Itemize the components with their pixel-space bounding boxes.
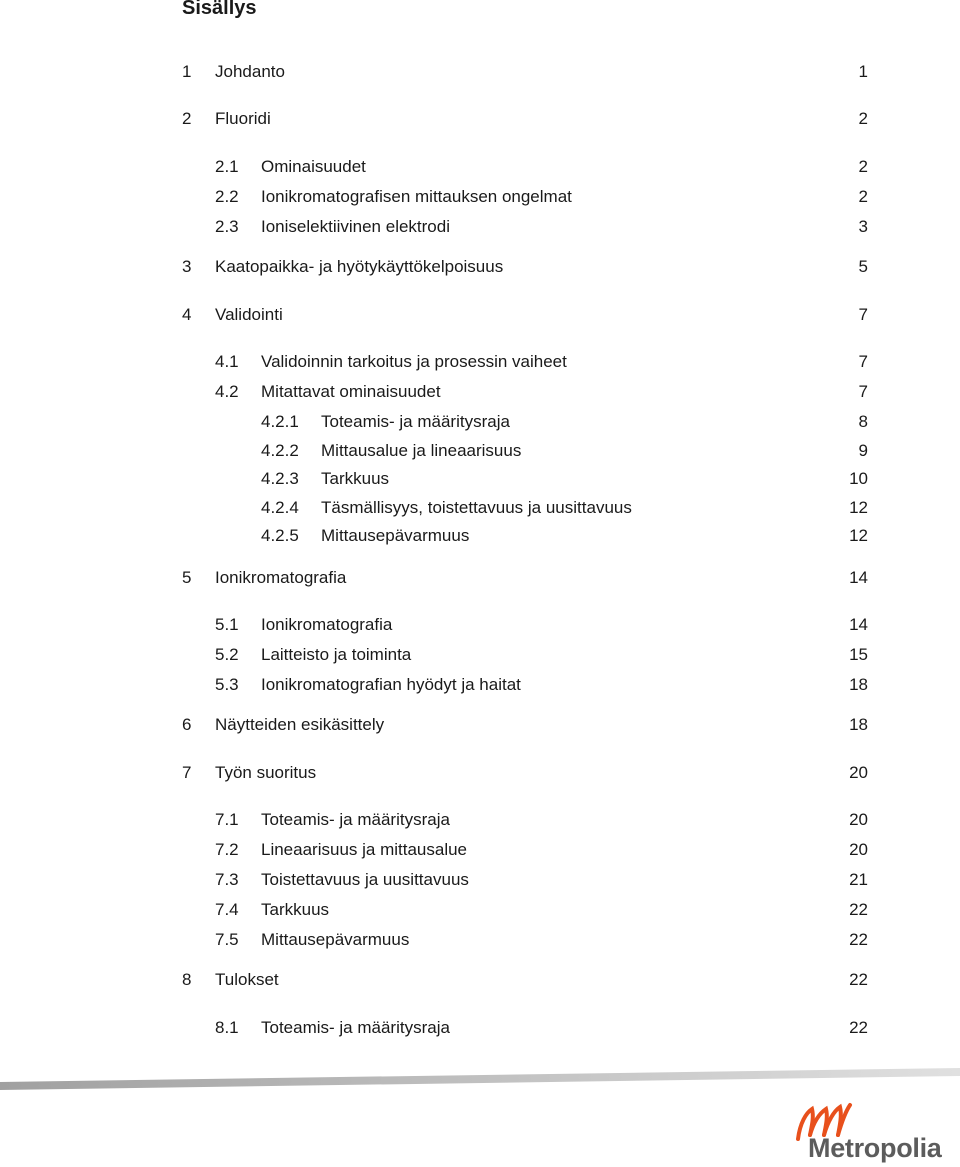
toc-entry-title: Kaatopaikka- ja hyötykäyttökelpoisuus (215, 257, 504, 276)
toc-entry-title: Ominaisuudet (261, 157, 366, 176)
toc-entry-page: 18 (849, 715, 868, 734)
toc-entry[interactable] (0, 712, 960, 738)
toc-entry-number: 8 (182, 970, 192, 989)
toc-entry[interactable] (0, 807, 960, 833)
toc-entry[interactable] (0, 867, 960, 893)
toc-entry-number: 7.3 (215, 870, 239, 889)
toc-entry[interactable] (0, 1015, 960, 1041)
toc-entry[interactable] (0, 672, 960, 698)
toc-entry[interactable] (0, 466, 960, 492)
toc-entry-title: Toteamis- ja määritysraja (261, 810, 450, 829)
toc-entry-number: 2.1 (215, 157, 239, 176)
toc-entry-page: 20 (849, 763, 868, 782)
toc-entry[interactable] (0, 302, 960, 328)
toc-entry-page: 20 (849, 840, 868, 859)
toc-entry-title: Mittausepävarmuus (321, 526, 470, 545)
toc-entry-number: 4.2.1 (261, 412, 299, 431)
toc-entry-page: 7 (858, 305, 868, 324)
page-title: Sisällys (182, 0, 257, 19)
toc-entry-page: 1 (858, 62, 868, 81)
toc-entry-title: Validoinnin tarkoitus ja prosessin vaiheet (261, 352, 567, 371)
toc-entry-title: Mitattavat ominaisuudet (261, 382, 441, 401)
toc-entry[interactable] (0, 565, 960, 591)
toc-entry-number: 6 (182, 715, 192, 734)
toc-entry-title: Ionikromatografian hyödyt ja haitat (261, 675, 521, 694)
toc-entry[interactable] (0, 154, 960, 180)
toc-entry-title: Näytteiden esikäsittely (215, 715, 385, 734)
toc-entry-number: 5.3 (215, 675, 239, 694)
toc-entry-title: Mittausalue ja lineaarisuus (321, 441, 522, 460)
toc-entry[interactable] (0, 379, 960, 405)
toc-entry-number: 5.2 (215, 645, 239, 664)
toc-entry-title: Toistettavuus ja uusittavuus (261, 870, 469, 889)
toc-entry-title: Tulokset (215, 970, 279, 989)
toc-entry-number: 4 (182, 305, 192, 324)
toc-entry-page: 15 (849, 645, 868, 664)
toc-entry-title: Johdanto (215, 62, 285, 81)
toc-entry-page: 5 (858, 257, 868, 276)
toc-entry-page: 2 (858, 187, 868, 206)
toc-entry-number: 4.2.5 (261, 526, 299, 545)
toc-entry-page: 22 (849, 900, 868, 919)
toc-entry[interactable] (0, 837, 960, 863)
toc-entry-page: 9 (858, 441, 868, 460)
toc-entry-number: 2.3 (215, 217, 239, 236)
toc-entry-page: 22 (849, 1018, 868, 1037)
toc-entry-number: 4.2.2 (261, 441, 299, 460)
toc-entry-number: 7 (182, 763, 192, 782)
toc-entry[interactable] (0, 409, 960, 435)
toc-entry[interactable] (0, 897, 960, 923)
toc-entry-page: 20 (849, 810, 868, 829)
footer-band (0, 1068, 960, 1090)
toc-entry-page: 8 (858, 412, 868, 431)
toc-entry-number: 4.2 (215, 382, 239, 401)
toc-entry-title: Ioniselektiivinen elektrodi (261, 217, 450, 236)
toc-entry-number: 7.4 (215, 900, 239, 919)
toc-entry-number: 8.1 (215, 1018, 239, 1037)
toc-entry[interactable] (0, 214, 960, 240)
toc-entry-title: Toteamis- ja määritysraja (321, 412, 510, 431)
toc-entry-number: 5 (182, 568, 192, 587)
toc-entry-page: 21 (849, 870, 868, 889)
toc-entry-number: 2 (182, 109, 192, 128)
toc-entry-title: Fluoridi (215, 109, 271, 128)
toc-entry-page: 12 (849, 498, 868, 517)
toc-entry-number: 7.1 (215, 810, 239, 829)
toc-entry-title: Ionikromatografia (261, 615, 393, 634)
toc-entry-page: 14 (849, 568, 868, 587)
toc-entry-number: 1 (182, 62, 192, 81)
toc-entry-page: 22 (849, 930, 868, 949)
toc-entry-title: Mittausepävarmuus (261, 930, 410, 949)
toc-entry-title: Toteamis- ja määritysraja (261, 1018, 450, 1037)
toc-entry[interactable] (0, 254, 960, 280)
toc-entry[interactable] (0, 349, 960, 375)
toc-entry[interactable] (0, 642, 960, 668)
toc-entry[interactable] (0, 106, 960, 132)
toc-entry-page: 22 (849, 970, 868, 989)
toc-entry[interactable] (0, 612, 960, 638)
toc-entry-page: 2 (858, 109, 868, 128)
toc-entry[interactable] (0, 495, 960, 521)
toc-entry-page: 12 (849, 526, 868, 545)
toc-entry-number: 2.2 (215, 187, 239, 206)
toc-entry-title: Ionikromatografisen mittauksen ongelmat (261, 187, 572, 206)
toc-entry[interactable] (0, 184, 960, 210)
toc-entry-page: 3 (858, 217, 868, 236)
toc-entry-title: Laitteisto ja toiminta (261, 645, 412, 664)
toc-entry-title: Validointi (215, 305, 283, 324)
toc-entry[interactable] (0, 59, 960, 85)
toc-entry-title: Täsmällisyys, toistettavuus ja uusittavuus (321, 498, 632, 517)
toc-entry-page: 2 (858, 157, 868, 176)
toc-entry[interactable] (0, 438, 960, 464)
toc-entry-title: Työn suoritus (215, 763, 317, 782)
toc-entry[interactable] (0, 760, 960, 786)
toc-entry-page: 7 (858, 382, 868, 401)
toc-entry-number: 7.2 (215, 840, 239, 859)
toc-entry-page: 7 (858, 352, 868, 371)
toc-entry[interactable] (0, 927, 960, 953)
toc-entry-number: 4.2.3 (261, 469, 299, 488)
toc-entry-page: 18 (849, 675, 868, 694)
toc-entry-number: 5.1 (215, 615, 239, 634)
toc-entry[interactable] (0, 523, 960, 549)
toc-entry-number: 4.1 (215, 352, 239, 371)
logo-wordmark: Metropolia (808, 1133, 942, 1163)
toc-entry-title: Tarkkuus (261, 900, 330, 919)
toc-entry-page: 10 (849, 469, 868, 488)
toc-entry-title: Ionikromatografia (215, 568, 347, 587)
toc-entry[interactable] (0, 967, 960, 993)
toc-entry-title: Tarkkuus (321, 469, 390, 488)
toc-entry-number: 7.5 (215, 930, 239, 949)
toc-entry-title: Lineaarisuus ja mittausalue (261, 840, 468, 859)
toc-entry-page: 14 (849, 615, 868, 634)
toc-entry-number: 3 (182, 257, 192, 276)
toc-entry-number: 4.2.4 (261, 498, 299, 517)
